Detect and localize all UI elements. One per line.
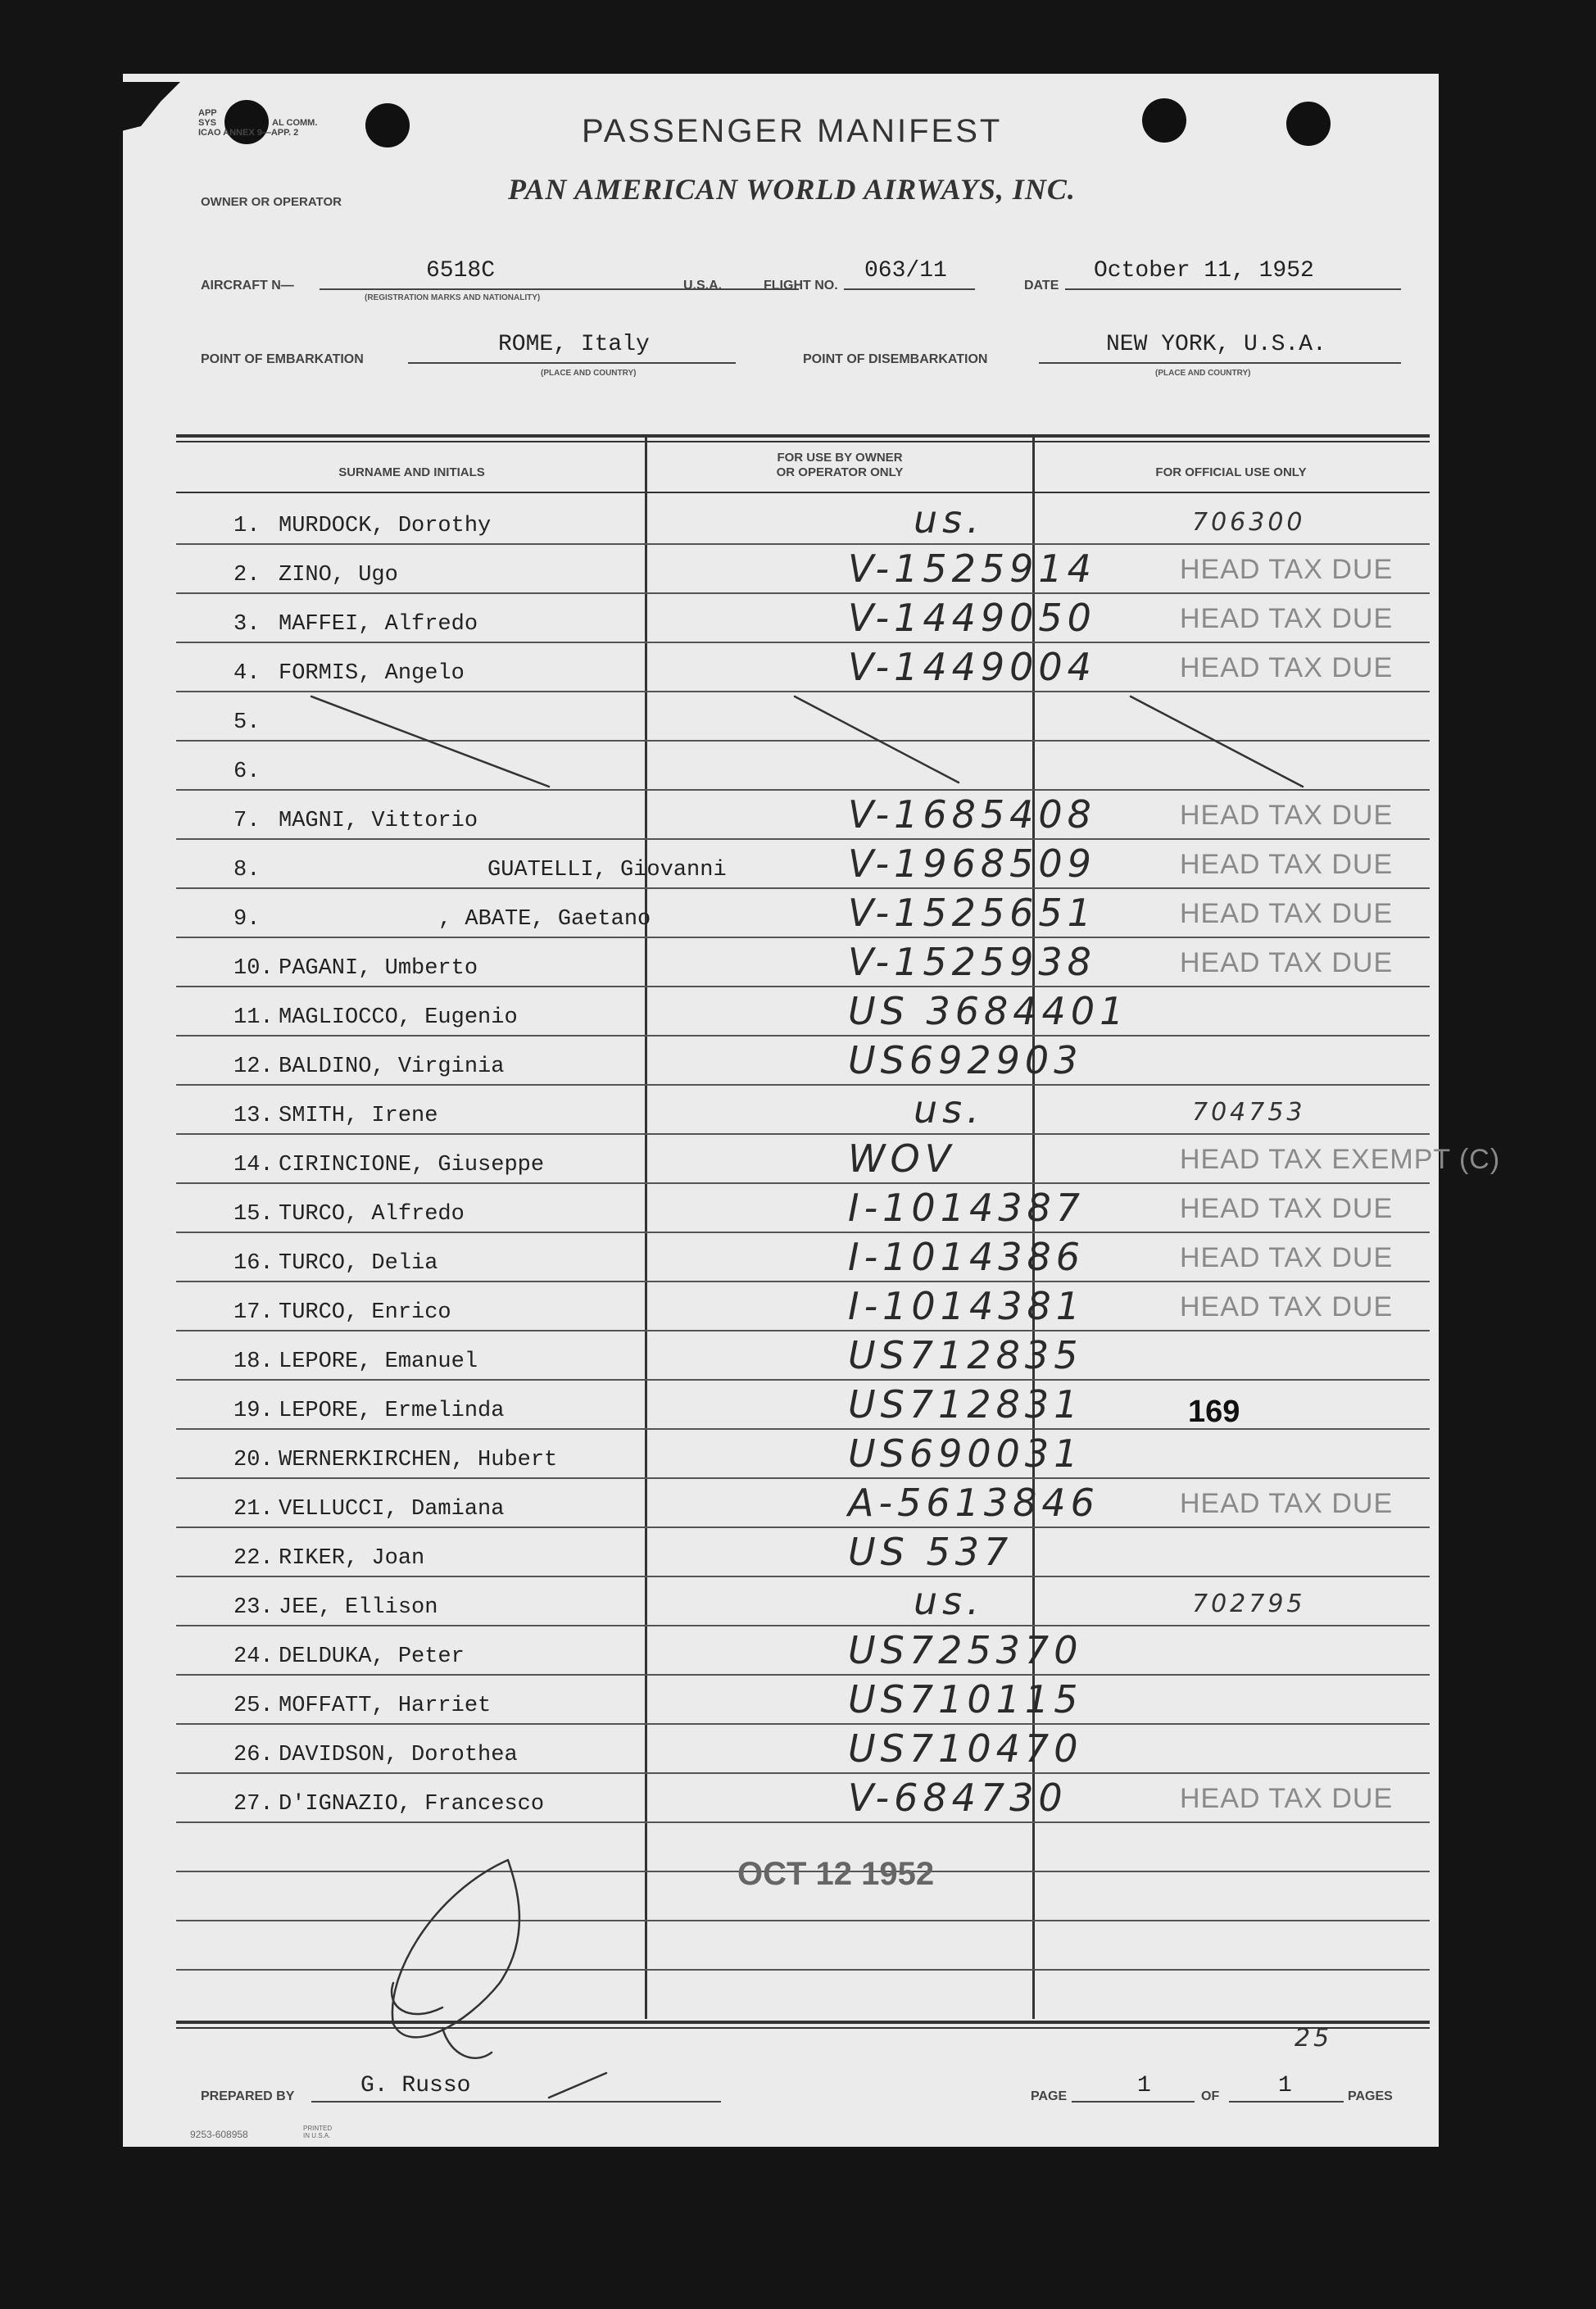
owner-entry: us. (914, 1087, 984, 1132)
passenger-number: 27. (234, 1792, 274, 1817)
passenger-name: TURCO, Delia (279, 1251, 438, 1276)
flight-value: 063/11 (864, 258, 947, 284)
strike-line (311, 696, 549, 787)
passenger-name: MAFFEI, Alfredo (279, 612, 478, 637)
passenger-number: 13. (234, 1104, 274, 1128)
passenger-name: CIRINCIONE, Giuseppe (279, 1153, 545, 1177)
owner-entry: US 537 (848, 1530, 1013, 1574)
passenger-number: 10. (234, 956, 274, 981)
passenger-name: MOFFATT, Harriet (279, 1694, 492, 1718)
owner-entry: V-1685408 (848, 792, 1096, 837)
prepared-value: G. Russo (360, 2073, 471, 2098)
passenger-name: VELLUCCI, Damiana (279, 1497, 505, 1522)
passenger-name: BALDINO, Virginia (279, 1055, 505, 1079)
owner-entry: V-1525914 (848, 547, 1096, 591)
handwriting-overlay (123, 74, 1439, 2147)
owner-entry: US712835 (848, 1333, 1083, 1377)
official-stamp: HEAD TAX DUE (1180, 849, 1394, 880)
passenger-name: MAGNI, Vittorio (279, 809, 478, 833)
owner-entry: US 3684401 (848, 989, 1129, 1033)
owner-entry: I-1014387 (848, 1186, 1086, 1230)
approval-line: ICAO ANNEX 9—APP. 2 (198, 128, 299, 138)
approval-line: AL COMM. (272, 118, 318, 128)
owner-entry: US692903 (848, 1038, 1083, 1082)
official-stamp: HEAD TAX EXEMPT (C) (1180, 1144, 1501, 1175)
owner-entry: A-5613846 (848, 1481, 1100, 1525)
page-value: 1 (1137, 2073, 1151, 2098)
place-note: (PLACE AND COUNTRY) (541, 369, 637, 378)
passenger-name: MAGLIOCCO, Eugenio (279, 1005, 518, 1030)
passenger-number: 26. (234, 1743, 274, 1767)
date-value: October 11, 1952 (1094, 258, 1314, 284)
owner-entry: US710470 (848, 1726, 1083, 1771)
printed-in: PRINTED IN U.S.A. (303, 2125, 333, 2139)
owner-entry: V-1525651 (848, 891, 1096, 935)
passenger-name: FORMIS, Angelo (279, 661, 465, 686)
passenger-name: GUATELLI, Giovanni (487, 858, 727, 882)
passenger-name: MURDOCK, Dorothy (279, 514, 492, 538)
passenger-number: 7. (234, 809, 261, 833)
passenger-number: 5. (234, 710, 261, 735)
owner-entry: US710115 (848, 1677, 1083, 1722)
usa-label: U.S.A. (683, 279, 723, 293)
strike-line (1131, 696, 1303, 787)
passenger-number: 6. (234, 760, 261, 784)
owner-entry: us. (914, 497, 984, 542)
owner-entry: V-1968509 (848, 841, 1096, 886)
signature-scribble (392, 1860, 519, 2058)
date-label: DATE (1024, 279, 1059, 293)
official-stamp: HEAD TAX DUE (1180, 1291, 1394, 1322)
owner-entry: V-684730 (848, 1776, 1068, 1820)
passenger-number: 2. (234, 563, 261, 587)
owner-entry: V-1525938 (848, 940, 1096, 984)
column-header-surname: SURNAME AND INITIALS (338, 465, 485, 479)
passenger-number: 22. (234, 1546, 274, 1571)
passenger-name: D'IGNAZIO, Francesco (279, 1792, 545, 1817)
passenger-name: PAGANI, Umberto (279, 956, 478, 981)
passenger-name: , ABATE, Gaetano (438, 907, 651, 932)
owner-entry: I-1014381 (848, 1284, 1086, 1328)
page-title: PASSENGER MANIFEST (582, 113, 1003, 149)
passenger-number: 8. (234, 858, 261, 882)
passenger-name: TURCO, Enrico (279, 1300, 451, 1325)
passenger-name: WERNERKIRCHEN, Hubert (279, 1448, 558, 1472)
passenger-number: 1. (234, 514, 261, 538)
form-number: 9253-608958 (190, 2129, 248, 2140)
owner-entry: US690031 (848, 1431, 1083, 1476)
owner-label: OWNER OR OPERATOR (201, 195, 342, 209)
page-handwritten-note: 25 (1294, 2024, 1333, 2053)
official-handwritten: 704753 (1192, 1098, 1306, 1127)
official-stamp: HEAD TAX DUE (1180, 1193, 1394, 1224)
passenger-number: 12. (234, 1055, 274, 1079)
column-header-official: FOR OFFICIAL USE ONLY (1155, 465, 1307, 479)
page-label: PAGE (1031, 2089, 1068, 2103)
pages-label: PAGES (1348, 2089, 1393, 2103)
passenger-number: 11. (234, 1005, 274, 1030)
prepared-label: PREPARED BY (201, 2089, 295, 2103)
passenger-number: 9. (234, 907, 261, 932)
embark-value: ROME, Italy (498, 332, 650, 357)
airline-name: PAN AMERICAN WORLD AIRWAYS, INC. (508, 173, 1076, 206)
owner-entry: V-1449050 (848, 596, 1096, 640)
owner-entry: WOV (848, 1136, 956, 1181)
owner-entry: us. (914, 1579, 984, 1623)
official-stamp: HEAD TAX DUE (1180, 1783, 1394, 1814)
passenger-name: JEE, Ellison (279, 1595, 438, 1620)
official-stamp: HEAD TAX DUE (1180, 652, 1394, 683)
passenger-name: ZINO, Ugo (279, 563, 398, 587)
passenger-number: 20. (234, 1448, 274, 1472)
official-stamp: HEAD TAX DUE (1180, 947, 1394, 978)
owner-entry: US725370 (848, 1628, 1083, 1672)
passenger-name: SMITH, Irene (279, 1104, 438, 1128)
passenger-number: 3. (234, 612, 261, 637)
official-stamp: HEAD TAX DUE (1180, 603, 1394, 634)
passenger-number: 14. (234, 1153, 274, 1177)
passenger-number: 23. (234, 1595, 274, 1620)
passenger-number: 24. (234, 1644, 274, 1669)
passenger-name: TURCO, Alfredo (279, 1202, 465, 1227)
approval-line: SYS (198, 118, 217, 128)
date-stamp: OCT 12 1952 (737, 1856, 935, 1892)
approval-line: APP (198, 108, 217, 118)
signature-tick (549, 2073, 606, 2098)
passenger-number: 21. (234, 1497, 274, 1522)
official-stamp: HEAD TAX DUE (1180, 800, 1394, 831)
passenger-number: 19. (234, 1399, 274, 1423)
column-header-owner: FOR USE BY OWNER OR OPERATOR ONLY (776, 451, 904, 479)
number-stamp: 169 (1188, 1395, 1240, 1429)
disembark-label: POINT OF DISEMBARKATION (803, 352, 988, 366)
official-handwritten: 706300 (1192, 508, 1306, 537)
passenger-number: 4. (234, 661, 261, 686)
strike-line (795, 696, 959, 783)
passenger-number: 15. (234, 1202, 274, 1227)
passenger-name: LEPORE, Ermelinda (279, 1399, 505, 1423)
place-note: (PLACE AND COUNTRY) (1155, 369, 1251, 378)
owner-entry: I-1014386 (848, 1235, 1086, 1279)
passenger-name: DELDUKA, Peter (279, 1644, 465, 1669)
official-stamp: HEAD TAX DUE (1180, 554, 1394, 585)
owner-entry: US712831 (848, 1382, 1083, 1427)
registration-note: (REGISTRATION MARKS AND NATIONALITY) (365, 293, 541, 302)
passenger-number: 18. (234, 1350, 274, 1374)
embark-label: POINT OF EMBARKATION (201, 352, 364, 366)
official-handwritten: 702795 (1192, 1590, 1306, 1618)
of-value: 1 (1278, 2073, 1292, 2098)
passenger-number: 17. (234, 1300, 274, 1325)
disembark-value: NEW YORK, U.S.A. (1106, 332, 1326, 357)
aircraft-value: 6518C (426, 258, 496, 284)
of-label: OF (1201, 2089, 1220, 2103)
official-stamp: HEAD TAX DUE (1180, 898, 1394, 929)
owner-entry: V-1449004 (848, 645, 1096, 689)
passenger-number: 25. (234, 1694, 274, 1718)
passenger-number: 16. (234, 1251, 274, 1276)
passenger-name: LEPORE, Emanuel (279, 1350, 478, 1374)
passenger-name: RIKER, Joan (279, 1546, 425, 1571)
passenger-name: DAVIDSON, Dorothea (279, 1743, 518, 1767)
official-stamp: HEAD TAX DUE (1180, 1488, 1394, 1519)
flight-label: FLIGHT NO. (764, 279, 838, 293)
manifest-sheet (123, 74, 1501, 2147)
aircraft-label: AIRCRAFT N— (201, 279, 294, 293)
official-stamp: HEAD TAX DUE (1180, 1242, 1394, 1273)
